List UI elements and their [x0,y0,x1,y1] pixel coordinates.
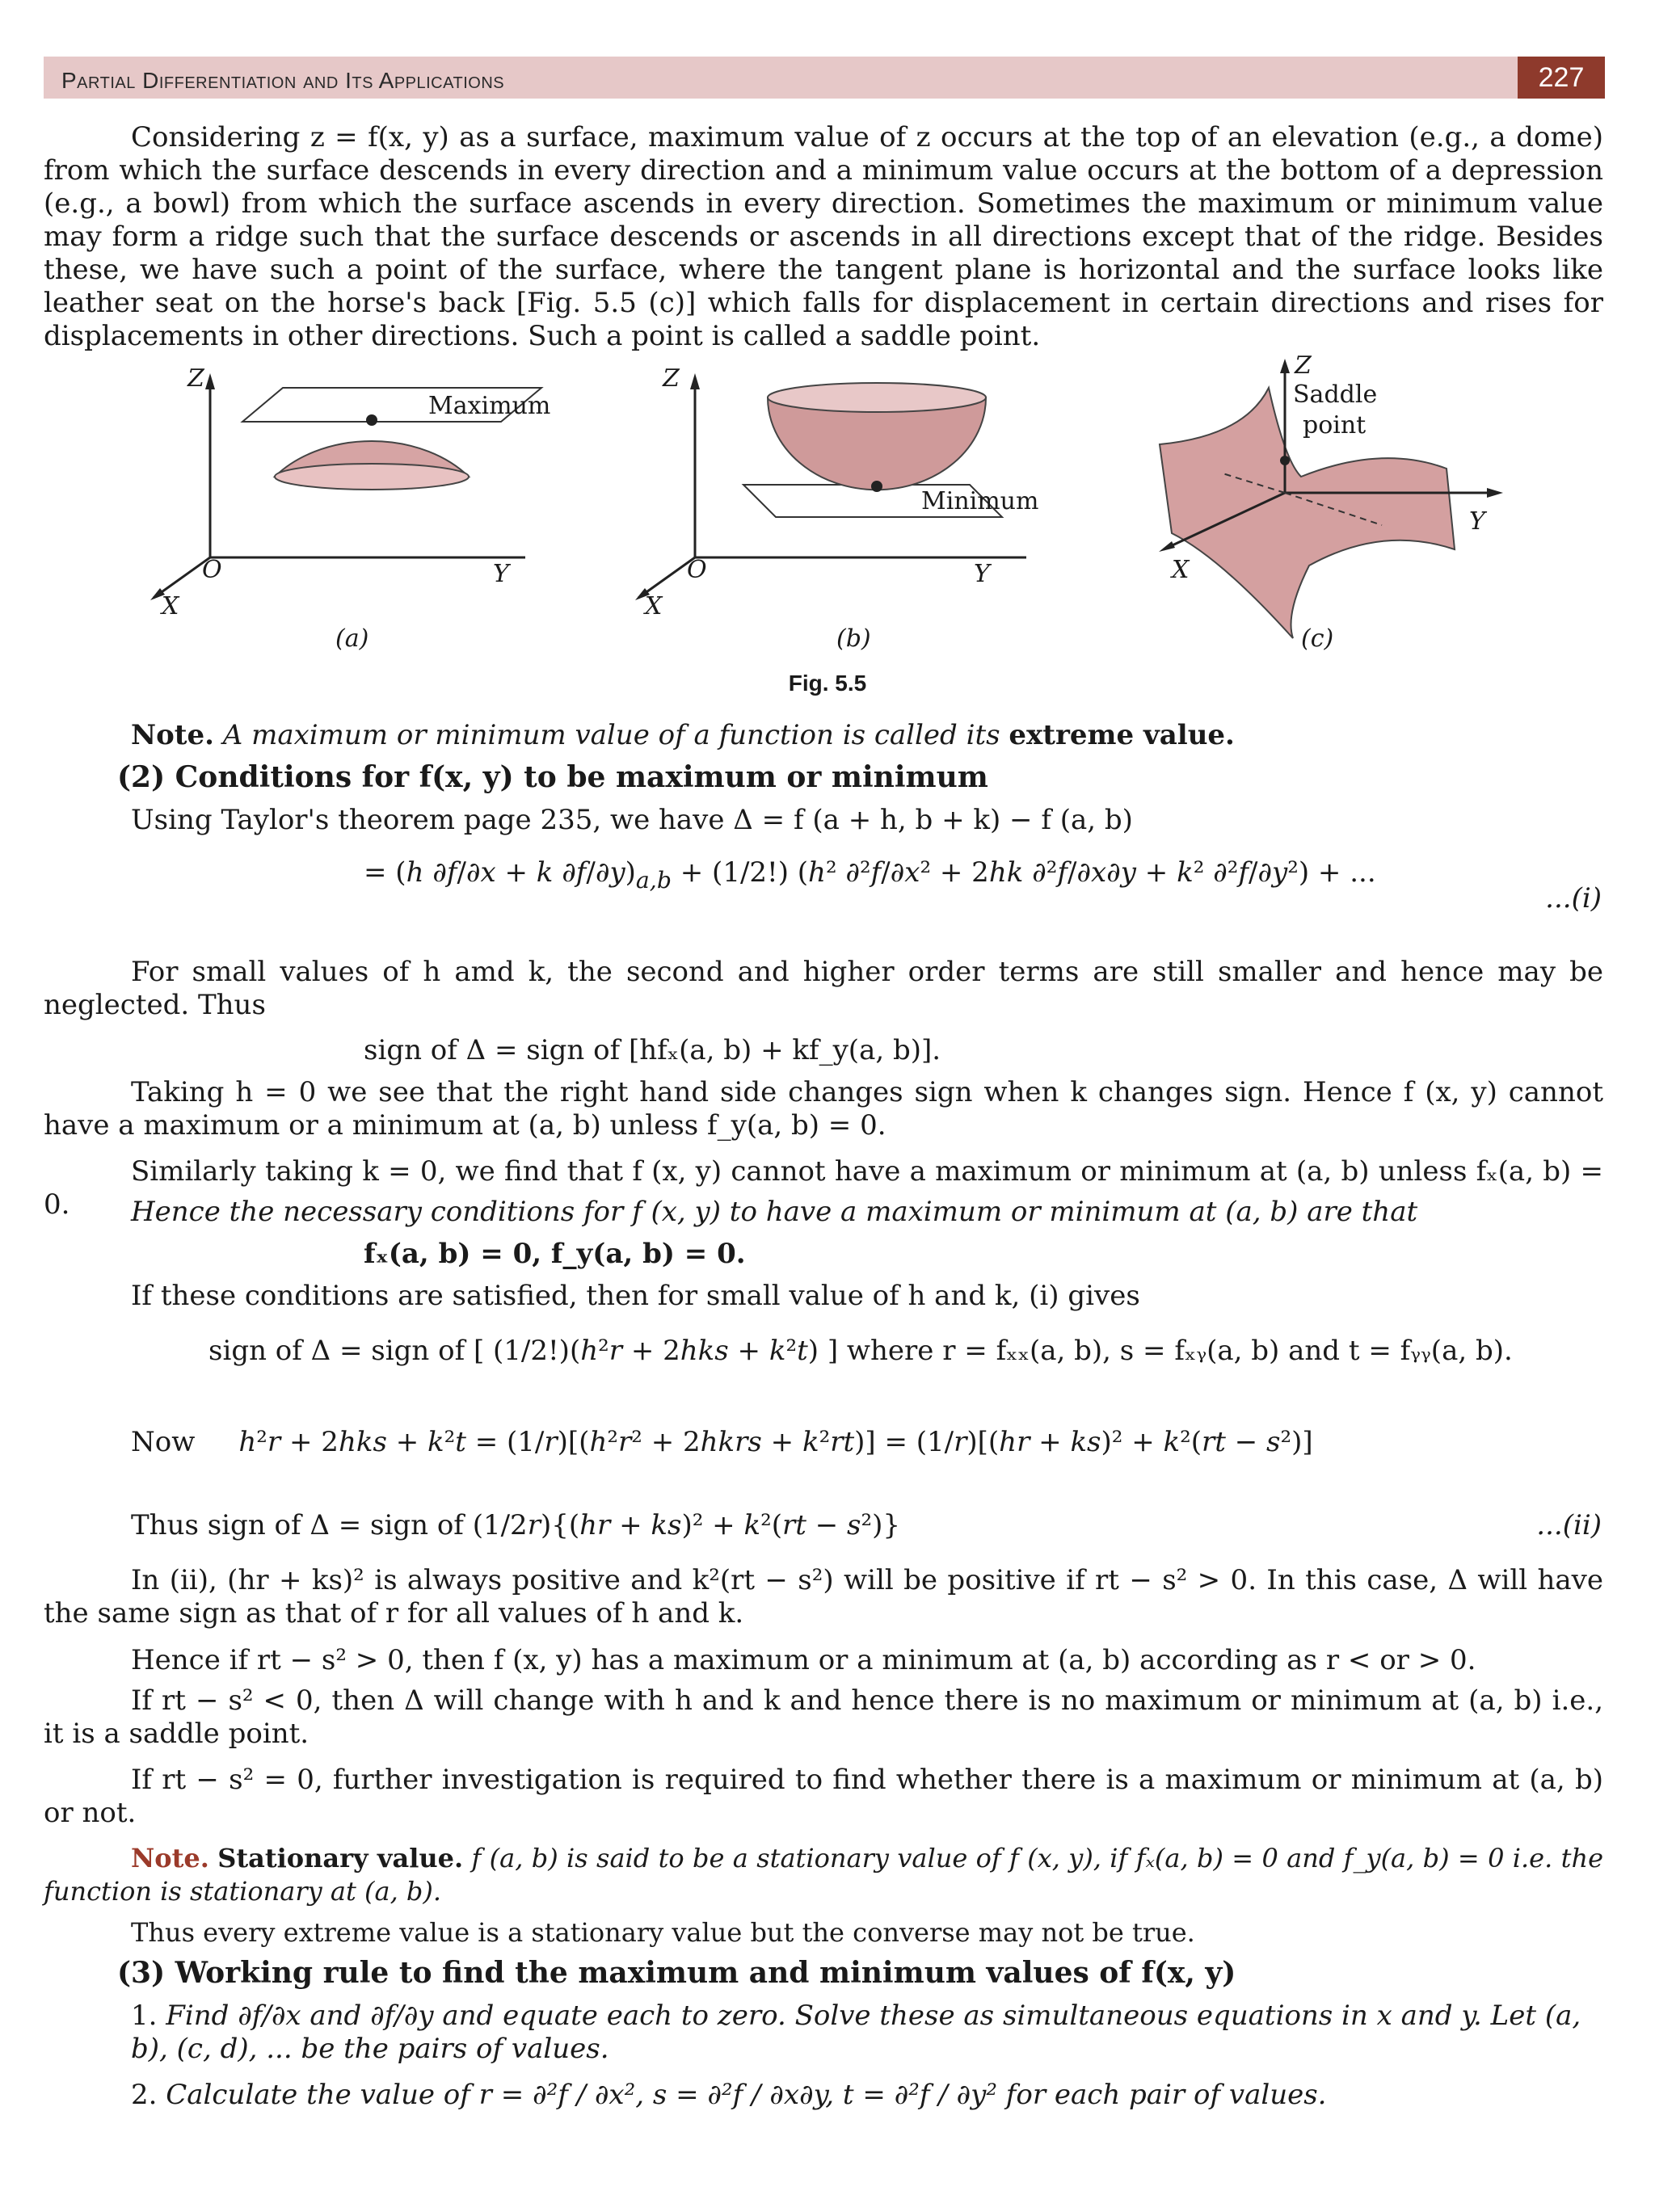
panel-b-origin: O [687,556,707,584]
note-stationary-value [44,1842,1603,1908]
where-text: where r = fₓₓ(a, b), s = fₓᵧ(a, b) and t = fᵧᵧ(a, b). [846,1335,1513,1367]
necessary-conditions: fₓ(a, b) = 0, f_y(a, b) = 0. [364,1238,746,1270]
thus-equation: Thus sign of Δ = sign of (1/2r){(hr + ks)² + k²(rt − s²)} [131,1509,900,1541]
panel-b-axis-z: Z [663,364,680,393]
sign-bracket-equation: sign of Δ = sign of [ (1/2!)(h²r + 2hks + k²t) ] where r = fₓₓ(a, b), s = fₓᵧ(a, b) and t = fᵧᵧ(a, b). [208,1335,1513,1367]
panel-c-axis-y: Y [1469,507,1485,536]
note2-bold: Stationary value. [217,1843,464,1873]
figure-caption: Fig. 5.5 [788,671,867,696]
note1-bold: extreme value. [1009,719,1235,751]
list-item-text: Find ∂f/∂x and ∂f/∂y and equate each to zero. Solve these as simultaneous equations in x and y. Let (a, b), (c, d), ... be the pairs of values. [131,2000,1581,2065]
section-3-heading: (3) Working rule to find the maximum and minimum values of f(x, y) [117,1956,1236,1990]
panel-c-label: (c) [1301,624,1334,653]
running-header [44,57,1605,99]
sign-line: sign of Δ = sign of [hfₓ(a, b) + kf_y(a, b)]. [364,1034,941,1066]
working-rule-item-2 [131,2079,1602,2112]
if-negative-paragraph: If rt − s² < 0, then Δ will change with h and k and hence there is no maximum or minimum at (a, b) i.e., it is a saddle point. [44,1684,1603,1750]
note1-text: A maximum or minimum value of a function is called its [222,719,1000,751]
panel-b-minimum [635,364,1038,653]
hence-necessary: Hence the necessary conditions for f (x, y) to have a maximum or minimum at (a, b) are that [131,1196,1418,1228]
list-item-number: 2. [131,2079,158,2111]
panel-c-annotation-line2: point [1303,411,1367,439]
figure-5-5 [121,355,1535,662]
small-hk-paragraph: For small values of h amd k, the second and higher order terms are still smaller and hence may be neglected. Thus [44,956,1603,1021]
note1-label: Note. [131,719,214,751]
page-number: 227 [1518,57,1605,99]
panel-a-annotation: Maximum [428,392,551,420]
equation-ii-tag: ...(ii) [1536,1509,1602,1541]
equation-i: = (h ∂f/∂x + k $\partial f/\partial y)_{a,b} + (1/2!)$ (h² ∂²f/∂x² + 2hk ∂²f/∂x∂y + k² ∂²f/∂y²) + ... [364,856,1376,894]
in-ii-paragraph: In (ii), (hr + ks)² is always positive and k²(rt − s²) will be positive if rt − s² > 0. In this case, Δ will have the same sign as that of r for all values of h and k. [44,1564,1603,1630]
panel-a-origin: O [202,556,222,584]
if-satisfied-line: If these conditions are satisfied, then for small value of h and k, (i) gives [131,1280,1140,1312]
list-item-number: 1. [131,2000,158,2032]
now-label: Now [131,1426,196,1458]
panel-a-axis-z: Z [187,364,204,393]
panel-b-label: (b) [836,624,871,653]
panel-a-axis-x: X [162,592,179,620]
note2-label: Note. [131,1843,209,1873]
equation-i-tag: ...(i) [1545,882,1602,915]
taylor-line: Using Taylor's theorem page 235, we have Δ = f (a + h, b + k) − f (a, b) [131,804,1133,836]
panel-c-annotation-line1: Saddle [1293,381,1378,409]
note2-text: f (a, b) is said to be a stationary value of f (x, y), if fₓ(a, b) = 0 and f_y(a, b) = 0 i.e. the function is stationary at (a, b). [44,1843,1604,1907]
if-zero-paragraph: If rt − s² = 0, further investigation is required to find whether there is a maximum or minimum at (a, b) or not. [44,1764,1603,1829]
panel-b-axis-x: X [645,592,663,620]
thus-label: Thus sign of Δ = sign of [131,1509,464,1541]
note-extreme-value [131,719,1602,752]
panel-b-axis-y: Y [974,560,990,588]
running-header-title: Partial Differentiation and Its Applications [61,68,505,93]
intro-paragraph: Considering z = f(x, y) as a surface, maximum value of z occurs at the top of an elevation (e.g., a dome) from which the surface descends in every direction and a minimum value occurs at the bottom of a depression (e.g., a bowl) from which the surface ascends in every direction. Sometimes the maximum or minimum value may form a ridge such that the surface descends or ascends in all directions except that of the ridge. Besides these, we have such a point of the surface, where the tangent plane is horizontal and the surface looks like leather seat on the horse's back [Fig. 5.5 (c)] which falls for displacement in certain directions and rises for displacements in other directions. Such a point is called a saddle point. [44,121,1603,352]
note2-thus: Thus every extreme value is a stationary value but the converse may not be true. [131,1917,1195,1948]
working-rule-item-1 [131,2000,1602,2066]
now-equation: Now h²r + 2hks + k²t = (1/r)[(h²r² + 2hkrs + k²rt)] = (1/r)[(hr + ks)² + k²(rt − s²)] [131,1426,1313,1458]
list-item-text: Calculate the value of r = ∂²f / ∂x², s = ∂²f / ∂x∂y, t = ∂²f / ∂y² for each pair of values. [166,2079,1327,2111]
panel-a-label: (a) [335,624,369,653]
panel-c-axis-x: X [1172,556,1190,584]
hence-if-paragraph: Hence if rt − s² > 0, then f (x, y) has a maximum or a minimum at (a, b) according as r < or > 0. [131,1644,1476,1676]
panel-c-saddle [1159,355,1503,653]
section-2-heading: (2) Conditions for f(x, y) to be maximum or minimum [117,760,988,794]
panel-b-annotation: Minimum [921,487,1039,515]
panel-c-axis-z: Z [1295,355,1312,380]
taking-h-paragraph: Taking h = 0 we see that the right hand side changes sign when k changes sign. Hence f (x, y) cannot have a maximum or a minimum at (a, b) unless f_y(a, b) = 0. [44,1076,1603,1142]
similarly-k-paragraph: Similarly taking k = 0, we find that f (x, y) cannot have a maximum or minimum at (a, b) unless fₓ(a, b) = 0. [44,1155,1603,1221]
panel-a-maximum [150,364,550,653]
panel-a-axis-y: Y [493,560,509,588]
